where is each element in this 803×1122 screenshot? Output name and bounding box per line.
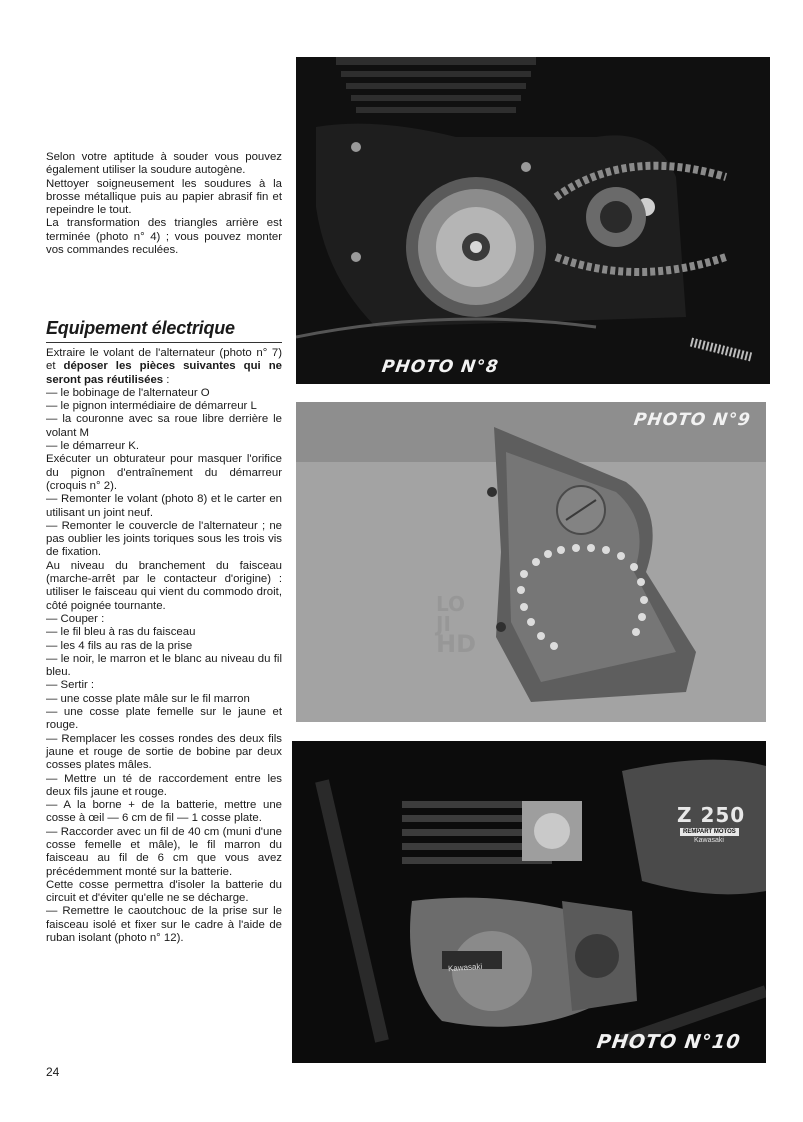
dealer-sticker: REMPART MOTOS: [680, 828, 739, 836]
body-line: — les 4 fils au ras de la prise: [46, 639, 193, 652]
body-line: Cette cosse permettra d'isoler la batterie du circuit et d'éviter qu'elle ne se décharge.: [46, 878, 282, 905]
body-line: — le fil bleu à ras du faisceau: [46, 626, 196, 639]
intro-paragraph: Nettoyer soigneusement les soudures à la brosse métallique puis au papier abrasif fin et repeindre le tout.: [46, 177, 282, 217]
tank-model-text: Z 250: [677, 803, 746, 827]
photo-8-label: PHOTO N°8: [380, 357, 501, 377]
cover-brand-text: Kawasaki: [447, 961, 483, 974]
intro-text: [46, 151, 282, 257]
body-paragraph: Extraire le volant de l'alternateur (photo n° 7) et déposer les pièces suivantes qui ne seront pas réutilisées :: [46, 347, 282, 386]
photo-10-label: PHOTO N°10: [595, 1031, 743, 1053]
photo-9: [296, 402, 766, 722]
photo-9-label: PHOTO N°9: [632, 410, 753, 430]
watermark: LO JI HD: [436, 592, 477, 658]
body-line: — Remplacer les cosses rondes des deux fils jaune et rouge de sortie de bobine par deux cosses plates mâles.: [46, 732, 282, 772]
body-line: — une cosse plate mâle sur le fil marron: [46, 692, 250, 705]
body-line: Exécuter un obturateur pour masquer l'orifice du pignon d'entraînement du démarreur (croquis n° 2).: [46, 453, 282, 492]
body-line: Au niveau du branchement du faisceau (marche-arrêt par le contacteur d'origine) : utiliser le faisceau qui vient du commodo droit, côté poignée tournante.: [46, 559, 282, 612]
body-line: — Sertir :: [46, 679, 95, 692]
electrical-body-text: [46, 347, 282, 945]
intro-paragraph: Selon votre aptitude à souder vous pouvez également utiliser la soudure autogène.: [46, 151, 282, 177]
body-line: — A la borne + de la batterie, mettre une cosse à œil — 6 cm de fil — 1 cosse plate.: [46, 799, 282, 825]
body-line: — le démarreur K.: [46, 440, 140, 453]
photo-8: [296, 57, 770, 384]
photo-10: [292, 741, 766, 1063]
intro-paragraph: La transformation des triangles arrière est terminée (photo n° 4) ; vous pouvez monter vos commandes reculées.: [46, 217, 282, 257]
body-line: — Raccorder avec un fil de 40 cm (muni d'une cosse femelle et mâle), le fil marron du faisceau au fil de 6 cm que vous avez précédemment monté sur la batterie.: [46, 825, 282, 878]
body-line: — une cosse plate femelle sur le jaune et rouge.: [46, 706, 282, 732]
body-line: — le pignon intermédiaire de démarreur L: [46, 400, 257, 413]
page-number: 24: [46, 1065, 60, 1079]
tank-brand-text: Kawasaki: [694, 837, 724, 844]
body-line: — Couper :: [46, 612, 105, 625]
body-line: — Remonter le couvercle de l'alternateur ; ne pas oublier les joints toriques sous les trois vis de fixation.: [46, 519, 282, 559]
body-line: — le bobinage de l'alternateur O: [46, 386, 210, 399]
body-line: — Remonter le volant (photo 8) et le carter en utilisant un joint neuf.: [46, 493, 282, 519]
body-line: — Mettre un té de raccordement entre les deux fils jaune et rouge.: [46, 772, 282, 798]
section-heading: Equipement électrique: [46, 318, 282, 343]
body-line: — le noir, le marron et le blanc au niveau du fil bleu.: [46, 652, 282, 679]
body-line: — Remettre le caoutchouc de la prise sur le faisceau isolé et fixer sur le cadre à l'aide de ruban isolant (photo n° 12).: [46, 905, 282, 945]
body-line: — la couronne avec sa roue libre derrière le volant M: [46, 413, 282, 439]
bold-instruction: déposer les pièces suivantes qui ne seront pas réutilisées: [46, 360, 282, 386]
